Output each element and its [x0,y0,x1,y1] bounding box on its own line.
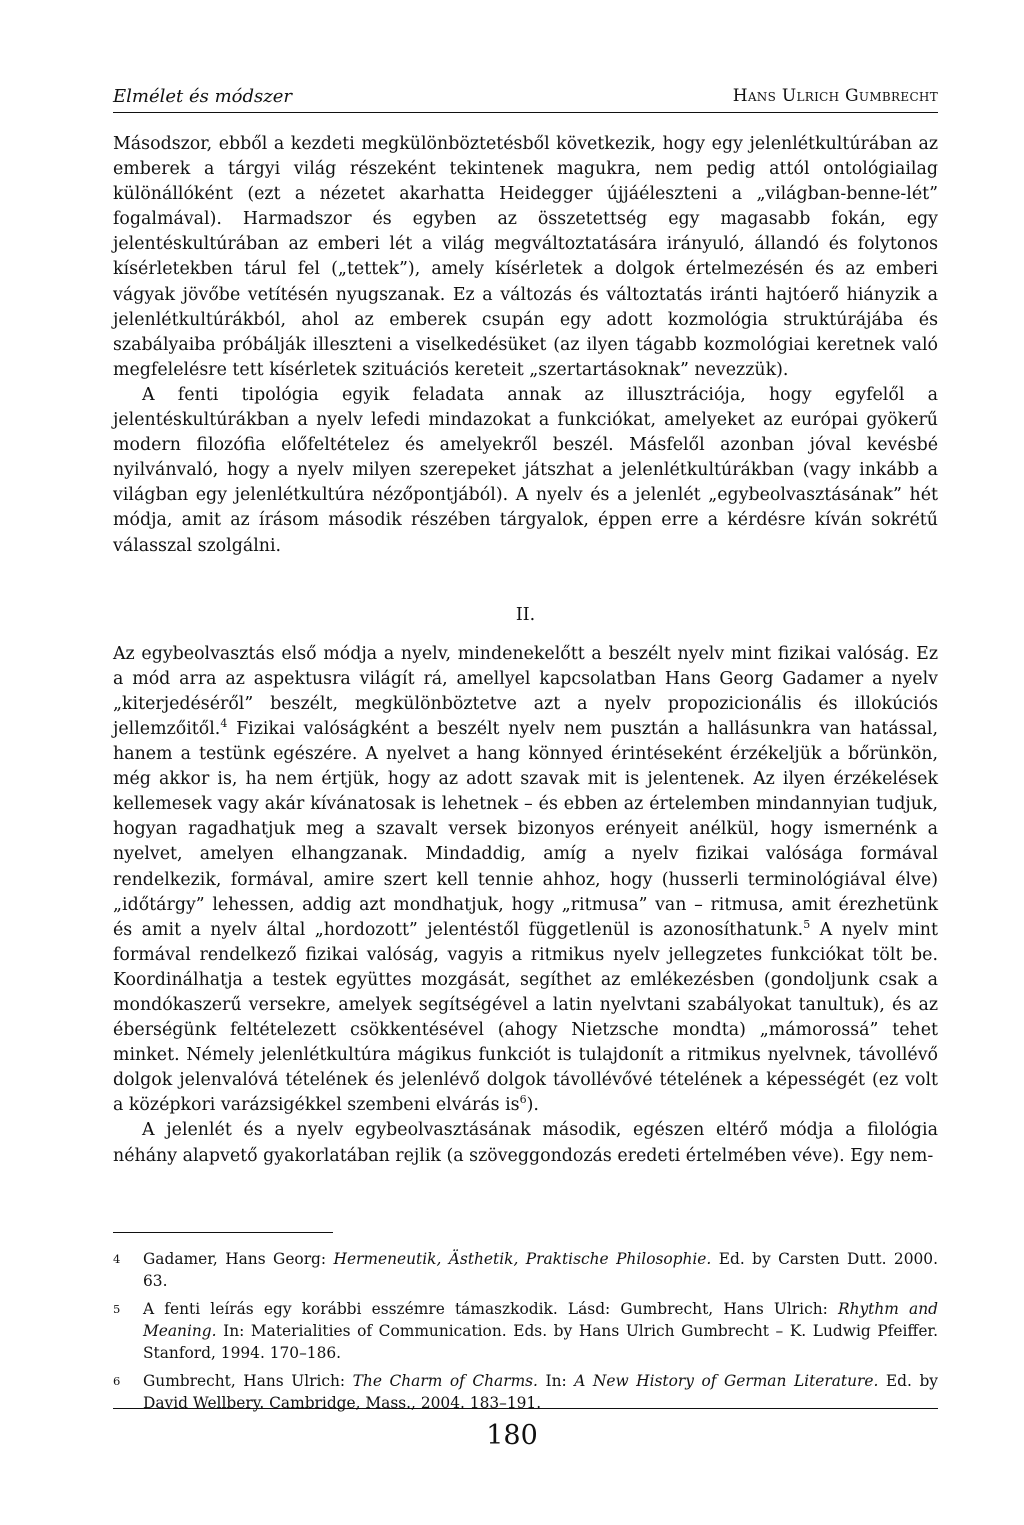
footnote-title: Hermeneutik, Ästhetik, Praktische Philosophie. [333,1250,712,1268]
bottom-rule [113,1408,938,1409]
paragraph-3-part-c: A nyelv mint formával rendelkező fizikai valóság, vagyis a ritmikus nyelv jellegzetes funkciókat tölt be. Koordinálhatja a testek együttes mozgását, segíthet az emlékezésben (gondoljunk csak a mondókaszerű versekre, amelyek segítségével a latin nyelvtani szabályokat tanultuk), és az éberségünk feltételezett csökkentésével (ahogy Nietzsche mondta) „mámorossá” tehet minket. Némely jelenlétkultúra mágikus funkciót is tulajdonít a ritmikus nyelvnek, távollévő dolgok jelenvalóvá tételének és jelenlévő dolgok távollévővé tételének a képességét (ez volt a középkori varázsigékkel szembeni elvárás is [113,919,938,1116]
footnote-text: In: [537,1372,575,1390]
page-number: 180 [486,1420,538,1451]
footnote-ref-5: 5 [803,917,811,931]
running-header [113,86,938,113]
footnote-text: Ed. by Carsten Dutt. 2000. 63. [143,1250,938,1290]
footnote-ref-6: 6 [519,1093,527,1107]
footnote-text: A fenti leírás egy korábbi esszémre támaszkodik. Lásd: Gumbrecht, Hans Ulrich: [143,1300,838,1318]
paragraph-2: A fenti tipológia egyik feladata annak az illusztrációja, hogy egyfelől a jelentéskultúrákban a nyelv lefedi mindazokat a funkciókat, amelyeket az európai gyökerű modern filozófia előfeltételez és amelyekről beszél. Másfelől azonban jóval kevésbé nyilvánvaló, hogy a nyelv milyen szerepeket játszhat a jelenlétkultúrákban (vagy inkább a világban egy jelenlétkultúra nézőpontjából). A nyelv és a jelenlét „egybeolvasztásának” hét módja, amit az írásom második részében tárgyalok, éppen erre a kérdésre kíván sokrétű válasszal szolgálni. [113,384,938,556]
footnote-number: 6 [113,1374,121,1388]
paragraph-3-part-d: ). [526,1095,539,1116]
footnote-5 [113,1298,938,1364]
footnote-title: A New History of German Literature. [574,1372,879,1390]
footnote-number: 5 [113,1302,121,1316]
footnotes [113,1248,938,1420]
main-text [113,132,938,1169]
paragraph-1: Másodszor, ebből a kezdeti megkülönböztetésből következik, hogy egy jelenlétkultúrában az emberek a tárgyi világ részeként tekintenek magukra, nem pedig attól ontológiailag különállóként (ezt a nézetet akarhatta Heidegger újjáéleszteni a „világban-benne-lét” fogalmával). Harmadszor és egyben az összetettség egy magasabb fokán, egy jelentéskultúrában az emberi lét a világ megváltoztatására irányuló, állandó és folytonos kísérletekben tárul fel („tettek”), amely kísérletek a dolgok értelmezésén és az emberi vágyak jövőbe vetítésén nyugszanak. Ez a változás és változtatás iránti hajtóerő hiányzik a jelenlétkultúrákból, ahol az emberek csupán egy adott kozmológia struktúrájába és szabályaiba próbálják illeszteni a viselkedésüket (az ilyen tágabb kozmológiai keretnek való megfelelésre tett kísérletek szituációs kereteit „szertartásoknak” nevezzük). [113,134,938,380]
footnote-title: The Charm of Charms. [352,1372,538,1390]
paragraph-4: A jelenlét és a nyelv egybeolvasztásának második, egészen eltérő módja a filológia néhány alapvető gyakorlatában rejlik (a szöveggondozás eredeti értelmében véve). Egy nem- [113,1120,938,1166]
footnote-title: Rhythm and Meaning. [143,1300,938,1340]
footnote-separator [113,1232,333,1233]
footnote-ref-4: 4 [220,717,228,731]
paragraph-3 [113,642,938,1119]
footnote-text: Gumbrecht, Hans Ulrich: [143,1372,353,1390]
header-section-title: Elmélet és módszer [113,86,292,107]
section-heading: II. [515,604,536,625]
header-author: Hans Ulrich Gumbrecht [732,86,938,106]
footnote-text: In: Materialities of Communication. Eds. by Hans Ulrich Gumbrecht – K. Ludwig Pfeiffer. Stanford, 1994. 170–186. [143,1322,938,1362]
footnote-text: Gadamer, Hans Georg: [143,1250,334,1268]
paragraph-3-part-a: Az egybeolvasztás első módja a nyelv, mindenekelőtt a beszélt nyelv mint fizikai valóság. Ez a mód arra az aspektusra világít rá, amellyel kapcsolatban Hans Georg Gadamer a nyelv „kiterjedéséről” beszélt, megkülönböztetve azt a nyelv propozicionális és illokúciós jellemzőitől. [113,643,938,739]
paragraph-3-part-b: Fizikai valóságként a beszélt nyelv nem pusztán a hallásunkra van hatással, hanem a testünk egészére. A nyelvet a hang könnyed érintéseként érzékeljük a bőrünkön, még akkor is, ha nem értjük, hogy az adott szavak mit is jelentenek. Az ilyen érzékelések kellemesek vagy akár kívánatosak is lehetnek – és ebben az értelemben mindannyian tudjuk, hogyan ragadhatjuk meg a szavalt versek bizonyos erényeit anélkül, hogy ismernénk a nyelvet, amelyen elhangzanak. Mindaddig, amíg a nyelv fizikai valósága formával rendelkezik, formával, amire szert kell tennie ahhoz, hogy (husserli terminológiával élve) „időtárgy” lehessen, addig azt mondhatjuk, hogy „ritmusa” van – ritmusa, amit érezhetünk és amit a nyelv által „hordozott” jelentéstől függetlenül is azonosíthatunk. [113,718,938,940]
footnote-4 [113,1248,938,1292]
footnote-text: Ed. by David Wellbery. Cambridge, Mass., 2004. 183–191. [143,1372,938,1412]
footnote-number: 4 [113,1252,121,1266]
